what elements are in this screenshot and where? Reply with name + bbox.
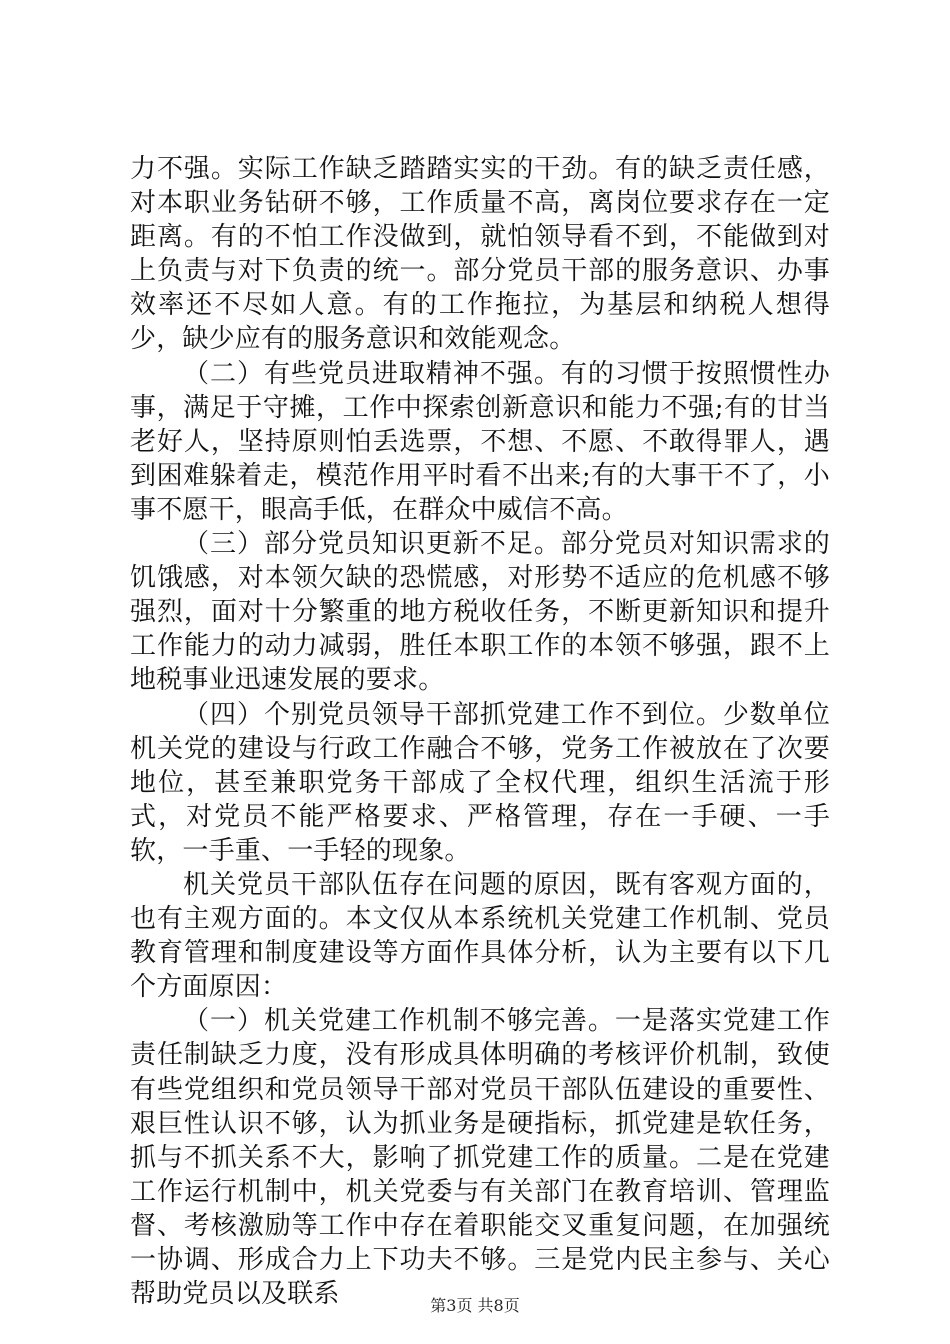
paragraph-continuation: 力不强。实际工作缺乏踏踏实实的干劲。有的缺乏责任感，对本职业务钻研不够，工作质量不高，离岗位要求存在一定距离。有的不怕工作没做到，就怕领导看不到，不能做到对上负责与对下负责的统一。部分党员干部的服务意识、办事效率还不尽如人意。有的工作拖拉，为基层和纳税人想得少，缺少应有的服务意识和效能观念。: [130, 154, 830, 355]
paragraph-cause-1: （一）机关党建工作机制不够完善。一是落实党建工作责任制缺乏力度，没有形成具体明确的考核评价机制，致使有些党组织和党员领导干部对党员干部队伍建设的重要性、艰巨性认识不够，认为抓业务是硬指标，抓党建是软任务，抓与不抓关系不大，影响了抓党建工作的质量。二是在党建工作运行机制中，机关党委与有关部门在教育培训、管理监督、考核激励等工作中存在着职能交叉重复问题，在加强统一协调、形成合力上下功夫不够。三是党内民主参与、关心帮助党员以及联系: [130, 1006, 830, 1310]
paragraph-section-4: （四）个别党员领导干部抓党建工作不到位。少数单位机关党的建设与行政工作融合不够，党务工作被放在了次要地位，甚至兼职党务干部成了全权代理，组织生活流于形式，对党员不能严格要求、严格管理，存在一手硬、一手软，一手重、一手轻的现象。: [130, 699, 830, 866]
document-body: [130, 152, 830, 1311]
page-number-footer: 第3页 共8页: [430, 1296, 520, 1315]
paragraph-causes-intro: 机关党员干部队伍存在问题的原因，既有客观方面的，也有主观方面的。本文仅从本系统机关党建工作机制、党员教育管理和制度建设等方面作具体分析，认为主要有以下几个方面原因：: [130, 869, 830, 1003]
paragraph-section-3: （三）部分党员知识更新不足。部分党员对知识需求的饥饿感，对本领欠缺的恐慌感，对形势不适应的危机感不够强烈，面对十分繁重的地方税收任务，不断更新知识和提升工作能力的动力减弱，胜任本职工作的本领不够强，跟不上地税事业迅速发展的要求。: [130, 529, 830, 696]
paragraph-section-2: （二）有些党员进取精神不强。有的习惯于按照惯性办事，满足于守摊，工作中探索创新意识和能力不强;有的甘当老好人，坚持原则怕丢选票，不想、不愿、不敢得罪人，遇到困难躲着走，模范作用平时看不出来;有的大事干不了，小事不愿干，眼高手低，在群众中威信不高。: [130, 358, 830, 525]
